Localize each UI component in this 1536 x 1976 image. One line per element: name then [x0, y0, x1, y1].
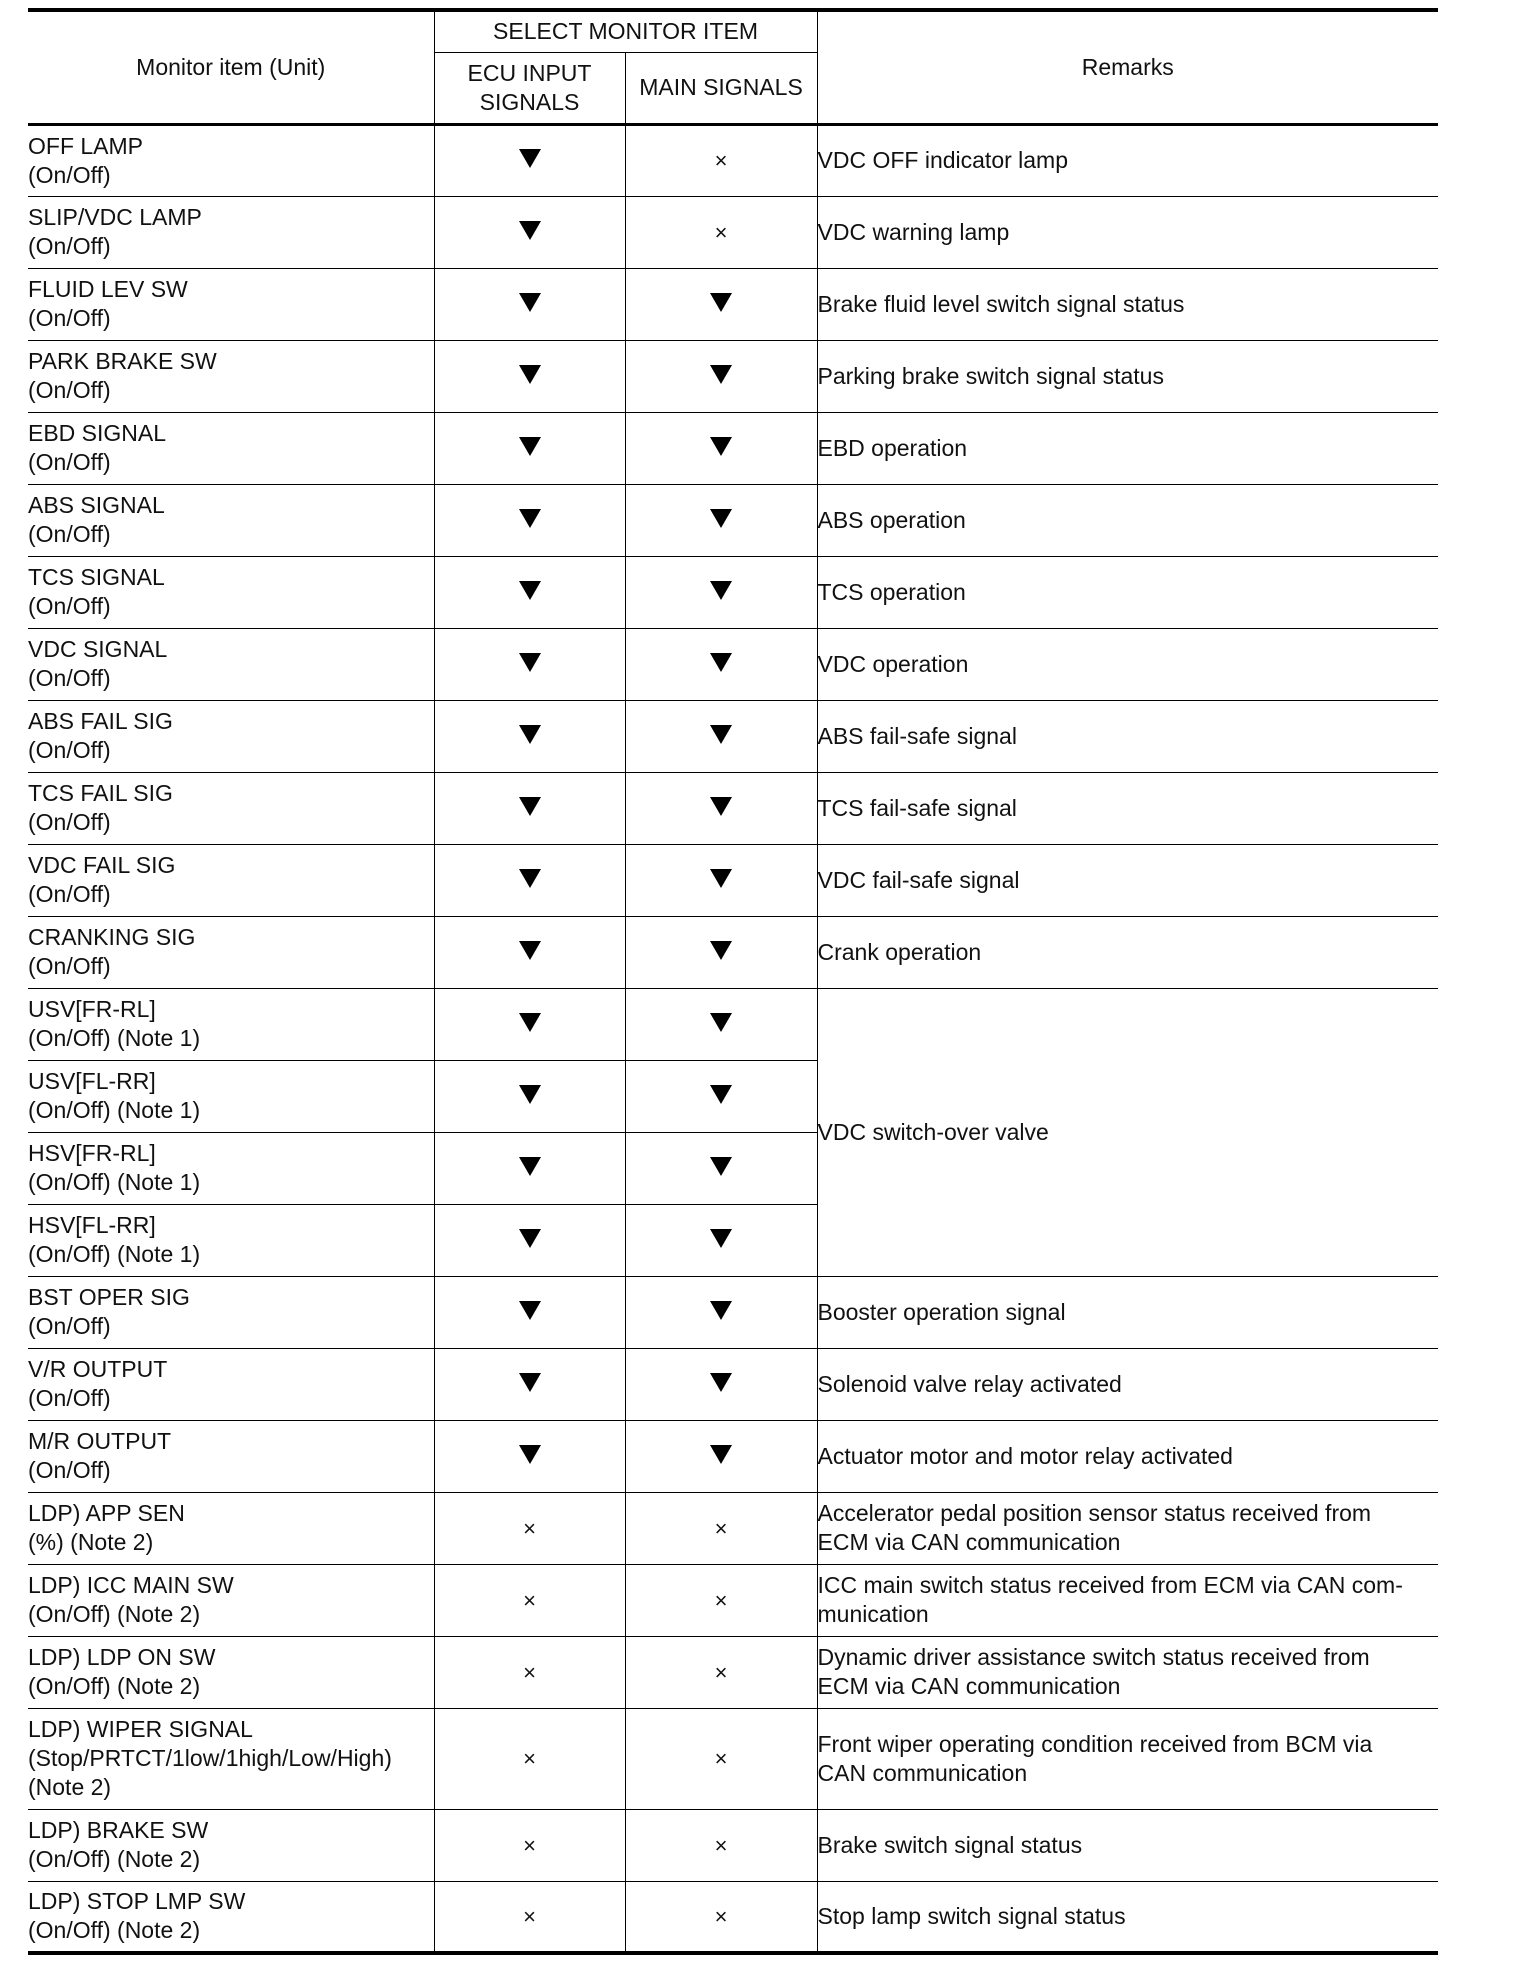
ecu-input-mark [434, 1809, 625, 1881]
header-select-monitor-item: SELECT MONITOR ITEM [434, 10, 817, 52]
remark-text: VDC fail-safe signal [817, 866, 1020, 893]
main-signals-mark [625, 628, 817, 700]
main-signals-mark [625, 1881, 817, 1953]
header-monitor-item: Monitor item (Unit) [28, 10, 434, 124]
remark-cell [817, 1420, 1438, 1492]
monitor-item-text: (On/Off) [28, 593, 111, 619]
remark-text: Front wiper operating condition received from BCM via [817, 1730, 1373, 1757]
ecu-input-mark [434, 1348, 625, 1420]
remark-cell [817, 1564, 1438, 1636]
ecu-input-mark [434, 1881, 625, 1953]
remark-cell [817, 268, 1438, 340]
main-signals-mark [625, 1420, 817, 1492]
monitor-item-cell [28, 1809, 434, 1881]
remark-cell [817, 1809, 1438, 1881]
main-signals-mark [625, 700, 817, 772]
ecu-input-mark [434, 1636, 625, 1708]
monitor-item-text: HSV[FL-RR] [28, 1212, 156, 1238]
monitor-item-cell [28, 772, 434, 844]
main-signals-mark [625, 1276, 817, 1348]
monitor-item-cell [28, 1420, 434, 1492]
main-signals-mark [625, 340, 817, 412]
monitor-item-text: USV[FL-RR] [28, 1068, 156, 1094]
main-signals-mark [625, 1708, 817, 1809]
ecu-input-mark [434, 1276, 625, 1348]
monitor-item-cell [28, 1564, 434, 1636]
main-signals-mark [625, 268, 817, 340]
remark-text: ECM via CAN communication [817, 1673, 1121, 1699]
monitor-item-text: SLIP/VDC LAMP [28, 204, 202, 230]
monitor-item-text: TCS SIGNAL [28, 564, 165, 590]
remark-text: CAN communication [817, 1759, 1028, 1786]
remark-cell [817, 916, 1438, 988]
table-row [28, 988, 1438, 1060]
monitor-item-text: BST OPER SIG [28, 1284, 190, 1310]
ecu-input-mark [434, 700, 625, 772]
header-ecu-input-line1: ECU INPUT [467, 59, 592, 86]
monitor-item-text: LDP) APP SEN [28, 1500, 185, 1526]
monitor-item-cell [28, 844, 434, 916]
remark-text: Actuator motor and motor relay activated [817, 1442, 1233, 1469]
remark-text: EBD operation [817, 434, 968, 461]
table-row [28, 628, 1438, 700]
monitor-item-text: (Stop/PRTCT/1low/1high/Low/High) [28, 1745, 392, 1771]
monitor-item-text: (On/Off) [28, 233, 111, 259]
main-signals-mark [625, 1636, 817, 1708]
ecu-input-mark [434, 844, 625, 916]
monitor-item-text: (On/Off) [28, 665, 111, 691]
monitor-item-text: (On/Off) [28, 1385, 111, 1411]
triangle-down-icon [519, 653, 541, 672]
ecu-input-mark [434, 1492, 625, 1564]
cross-mark: × [523, 1659, 536, 1685]
monitor-item-cell [28, 1204, 434, 1276]
remark-cell [817, 628, 1438, 700]
remark-cell [817, 772, 1438, 844]
monitor-item-cell [28, 1348, 434, 1420]
table-row [28, 1348, 1438, 1420]
triangle-down-icon [519, 797, 541, 816]
remark-cell [817, 1348, 1438, 1420]
monitor-item-text: VDC SIGNAL [28, 636, 168, 662]
cross-mark: × [714, 1746, 728, 1771]
remark-text: VDC warning lamp [817, 218, 1010, 245]
triangle-down-icon [710, 725, 732, 744]
main-signals-mark [625, 412, 817, 484]
header-ecu-input-signals [434, 52, 625, 124]
table-row [28, 484, 1438, 556]
remark-cell [817, 1276, 1438, 1348]
table-body [28, 124, 1438, 1953]
triangle-down-icon [519, 509, 541, 528]
monitor-item-text: LDP) ICC MAIN SW [28, 1572, 234, 1598]
triangle-down-icon [519, 221, 541, 240]
triangle-down-icon [710, 869, 732, 888]
monitor-item-text: (On/Off) [28, 305, 111, 331]
table-row [28, 1708, 1438, 1809]
cross-mark: × [714, 1515, 728, 1541]
ecu-input-mark [434, 196, 625, 268]
ecu-input-mark [434, 268, 625, 340]
triangle-down-icon [710, 437, 732, 456]
remark-text: Dynamic driver assistance switch status received from [817, 1644, 1370, 1670]
cross-mark: × [523, 1832, 536, 1858]
ecu-input-mark [434, 124, 625, 196]
triangle-down-icon [710, 293, 732, 312]
table-row [28, 1420, 1438, 1492]
main-signals-mark [625, 1564, 817, 1636]
remark-cell [817, 556, 1438, 628]
triangle-down-icon [710, 509, 732, 528]
monitor-item-text: LDP) WIPER SIGNAL [28, 1716, 253, 1742]
table-row [28, 1809, 1438, 1881]
main-signals-mark [625, 124, 817, 196]
monitor-item-text: (On/Off) [28, 161, 111, 188]
table-row [28, 1564, 1438, 1636]
triangle-down-icon [519, 941, 541, 960]
monitor-item-table [28, 8, 1438, 1955]
monitor-item-text: LDP) BRAKE SW [28, 1817, 209, 1843]
triangle-down-icon [710, 1013, 732, 1032]
remark-cell [817, 1881, 1438, 1953]
monitor-item-text: EBD SIGNAL [28, 420, 167, 446]
monitor-item-text: (On/Off) [28, 521, 111, 547]
remark-cell [817, 844, 1438, 916]
ecu-input-mark [434, 1420, 625, 1492]
monitor-item-text: (On/Off) (Note 2) [28, 1673, 201, 1699]
monitor-item-text: (On/Off) [28, 809, 111, 835]
ecu-input-mark [434, 1060, 625, 1132]
remark-text: ABS fail-safe signal [817, 722, 1017, 749]
table-row [28, 1492, 1438, 1564]
remark-cell [817, 988, 1438, 1276]
main-signals-mark [625, 1492, 817, 1564]
triangle-down-icon [519, 1157, 541, 1176]
cross-mark: × [714, 1659, 728, 1685]
remark-text: VDC switch-over valve [817, 1118, 1049, 1145]
cross-mark: × [523, 1746, 536, 1771]
remark-cell [817, 412, 1438, 484]
monitor-item-text: VDC FAIL SIG [28, 852, 176, 878]
monitor-item-cell [28, 628, 434, 700]
ecu-input-mark [434, 988, 625, 1060]
monitor-item-cell [28, 1708, 434, 1809]
monitor-item-text: M/R OUTPUT [28, 1428, 172, 1454]
ecu-input-mark [434, 1564, 625, 1636]
remark-text: ECM via CAN communication [817, 1529, 1121, 1555]
remark-text: ICC main switch status received from ECM via CAN com- [817, 1572, 1403, 1598]
remark-text: ABS operation [817, 506, 966, 533]
table-row [28, 556, 1438, 628]
monitor-item-text: (%) (Note 2) [28, 1529, 154, 1555]
table-row [28, 772, 1438, 844]
main-signals-mark [625, 484, 817, 556]
table-row [28, 1636, 1438, 1708]
triangle-down-icon [710, 1373, 732, 1392]
remark-text: Crank operation [817, 938, 982, 965]
triangle-down-icon [519, 1373, 541, 1392]
table-row [28, 340, 1438, 412]
monitor-item-cell [28, 916, 434, 988]
main-signals-mark [625, 556, 817, 628]
monitor-item-cell [28, 1276, 434, 1348]
monitor-item-text: HSV[FR-RL] [28, 1140, 156, 1166]
triangle-down-icon [519, 437, 541, 456]
remark-text: Brake switch signal status [817, 1831, 1083, 1858]
monitor-item-cell [28, 1060, 434, 1132]
cross-mark: × [714, 1587, 728, 1613]
cross-mark: × [714, 1903, 728, 1929]
remark-text: TCS fail-safe signal [817, 794, 1017, 821]
monitor-item-text: (On/Off) [28, 1457, 111, 1483]
triangle-down-icon [519, 725, 541, 744]
triangle-down-icon [710, 1445, 732, 1464]
monitor-item-cell [28, 1132, 434, 1204]
triangle-down-icon [519, 581, 541, 600]
main-signals-mark [625, 916, 817, 988]
main-signals-mark [625, 1060, 817, 1132]
table-row [28, 268, 1438, 340]
monitor-item-text: TCS FAIL SIG [28, 780, 173, 806]
remark-cell [817, 1708, 1438, 1809]
table-row [28, 124, 1438, 196]
monitor-item-text: (On/Off) (Note 1) [28, 1025, 201, 1051]
monitor-item-cell [28, 340, 434, 412]
table-row [28, 916, 1438, 988]
triangle-down-icon [710, 1229, 732, 1248]
remark-text: Booster operation signal [817, 1298, 1066, 1325]
ecu-input-mark [434, 484, 625, 556]
monitor-item-cell [28, 1492, 434, 1564]
cross-mark: × [714, 148, 728, 173]
monitor-item-text: FLUID LEV SW [28, 276, 188, 302]
remark-cell [817, 124, 1438, 196]
triangle-down-icon [710, 1085, 732, 1104]
monitor-item-text: LDP) LDP ON SW [28, 1644, 216, 1670]
monitor-item-text: (On/Off) (Note 2) [28, 1601, 201, 1627]
monitor-item-text: OFF LAMP [28, 132, 144, 159]
triangle-down-icon [710, 1301, 732, 1320]
triangle-down-icon [519, 1301, 541, 1320]
ecu-input-mark [434, 412, 625, 484]
monitor-item-text: CRANKING SIG [28, 924, 196, 950]
monitor-item-cell [28, 1881, 434, 1953]
main-signals-mark [625, 844, 817, 916]
triangle-down-icon [519, 365, 541, 384]
table-row [28, 1881, 1438, 1953]
cross-mark: × [714, 219, 728, 245]
main-signals-mark [625, 1348, 817, 1420]
cross-mark: × [523, 1903, 536, 1929]
monitor-item-cell [28, 124, 434, 196]
remark-text: VDC operation [817, 650, 969, 677]
remark-cell [817, 700, 1438, 772]
remark-text: TCS operation [817, 578, 966, 605]
triangle-down-icon [519, 149, 541, 168]
remark-text: Parking brake switch signal status [817, 362, 1164, 389]
ecu-input-mark [434, 916, 625, 988]
monitor-item-text: (On/Off) [28, 881, 111, 907]
triangle-down-icon [710, 1157, 732, 1176]
monitor-item-text: (On/Off) [28, 1313, 111, 1339]
remark-text: munication [817, 1601, 929, 1627]
monitor-item-text: V/R OUTPUT [28, 1356, 168, 1382]
monitor-item-cell [28, 484, 434, 556]
header-main-signals: MAIN SIGNALS [625, 52, 817, 124]
header-remarks: Remarks [817, 10, 1438, 124]
monitor-item-text: (On/Off) (Note 1) [28, 1169, 201, 1195]
main-signals-mark [625, 772, 817, 844]
monitor-item-text: ABS FAIL SIG [28, 708, 173, 734]
ecu-input-mark [434, 772, 625, 844]
monitor-item-text: (On/Off) [28, 737, 111, 763]
triangle-down-icon [710, 653, 732, 672]
monitor-item-cell [28, 196, 434, 268]
monitor-item-text: ABS SIGNAL [28, 492, 165, 518]
remark-text: Accelerator pedal position sensor status received from [817, 1500, 1372, 1526]
monitor-item-cell [28, 1636, 434, 1708]
triangle-down-icon [710, 797, 732, 816]
remark-text: Stop lamp switch signal status [817, 1902, 1126, 1929]
ecu-input-mark [434, 1708, 625, 1809]
remark-cell [817, 1492, 1438, 1564]
remark-text: Solenoid valve relay activated [817, 1370, 1122, 1397]
triangle-down-icon [710, 365, 732, 384]
ecu-input-mark [434, 1132, 625, 1204]
remark-cell [817, 340, 1438, 412]
main-signals-mark [625, 196, 817, 268]
monitor-item-text: (On/Off) [28, 377, 111, 403]
table-row [28, 1276, 1438, 1348]
remark-cell [817, 1636, 1438, 1708]
monitor-item-text: (On/Off) (Note 1) [28, 1241, 201, 1267]
triangle-down-icon [519, 869, 541, 888]
triangle-down-icon [519, 293, 541, 312]
ecu-input-mark [434, 556, 625, 628]
monitor-item-text: LDP) STOP LMP SW [28, 1888, 246, 1915]
monitor-item-text: (On/Off) (Note 2) [28, 1917, 201, 1944]
main-signals-mark [625, 988, 817, 1060]
monitor-item-cell [28, 268, 434, 340]
monitor-item-text: USV[FR-RL] [28, 996, 156, 1022]
main-signals-mark [625, 1204, 817, 1276]
header-ecu-input-line2: SIGNALS [479, 88, 580, 115]
monitor-item-cell [28, 988, 434, 1060]
triangle-down-icon [710, 941, 732, 960]
triangle-down-icon [519, 1229, 541, 1248]
monitor-item-text: (Note 2) [28, 1774, 112, 1800]
monitor-item-text: (On/Off) [28, 449, 111, 475]
monitor-item-text: PARK BRAKE SW [28, 348, 217, 374]
remark-text: VDC OFF indicator lamp [817, 147, 1069, 173]
remark-text: Brake fluid level switch signal status [817, 290, 1185, 317]
triangle-down-icon [519, 1445, 541, 1464]
monitor-item-text: (On/Off) [28, 953, 111, 979]
main-signals-mark [625, 1809, 817, 1881]
monitor-item-cell [28, 700, 434, 772]
table-row [28, 844, 1438, 916]
cross-mark: × [523, 1515, 536, 1541]
main-signals-mark [625, 1132, 817, 1204]
table-row [28, 196, 1438, 268]
cross-mark: × [523, 1587, 536, 1613]
monitor-item-text: (On/Off) (Note 1) [28, 1097, 201, 1123]
triangle-down-icon [519, 1085, 541, 1104]
table-row [28, 412, 1438, 484]
remark-cell [817, 196, 1438, 268]
ecu-input-mark [434, 1204, 625, 1276]
ecu-input-mark [434, 340, 625, 412]
monitor-item-cell [28, 556, 434, 628]
triangle-down-icon [519, 1013, 541, 1032]
ecu-input-mark [434, 628, 625, 700]
remark-cell [817, 484, 1438, 556]
monitor-item-cell [28, 412, 434, 484]
table-row [28, 700, 1438, 772]
monitor-item-text: (On/Off) (Note 2) [28, 1846, 201, 1872]
triangle-down-icon [710, 581, 732, 600]
cross-mark: × [714, 1832, 728, 1858]
